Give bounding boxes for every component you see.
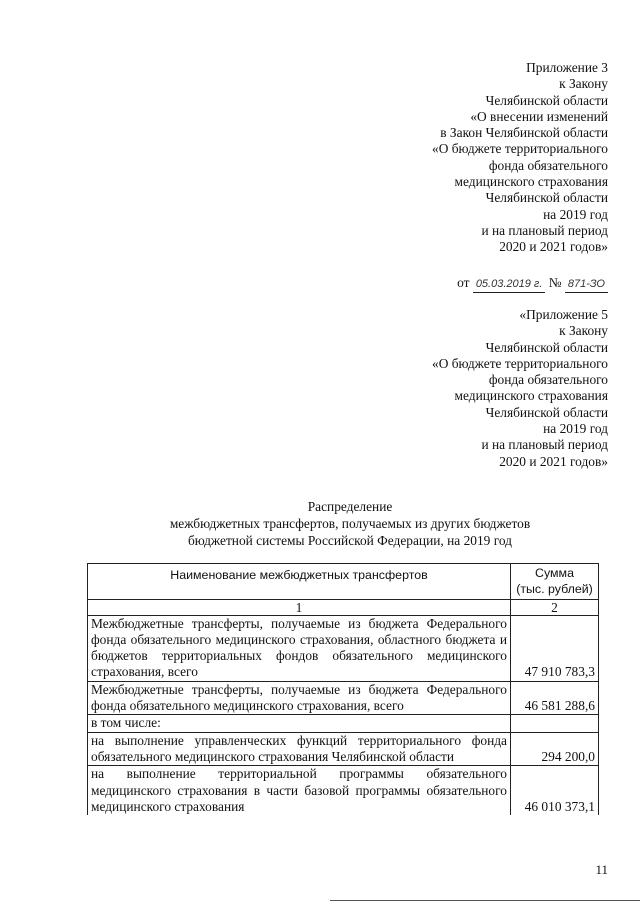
- appendix-3-line: и на плановый период: [481, 222, 608, 238]
- table-row: [88, 615, 599, 681]
- document-title: [90, 498, 610, 549]
- column-header-name: Наименование межбюджетных трансфертов: [88, 564, 511, 600]
- appendix-3-line: Челябинской области: [485, 92, 608, 108]
- appendix-5-line: Челябинской области: [485, 339, 608, 355]
- from-prefix: от: [457, 275, 470, 290]
- appendix-3-line: Приложение 3: [526, 60, 608, 75]
- row-name: в том числе:: [88, 715, 511, 732]
- appendix-3-line: к Закону: [559, 76, 608, 92]
- title-line: межбюджетных трансфертов, получаемых из других бюджетов: [169, 516, 531, 531]
- row-name: Межбюджетные трансферты, получаемые из бюджета Федерального фонда обязательного медицинского страхования, всего: [88, 681, 511, 715]
- row-name: на выполнение территориальной программы обязательного медицинского страхования в части базовой программы обязательного медицинского страхования: [88, 766, 511, 815]
- row-name: Межбюджетные трансферты, получаемые из бюджета Федерального фонда обязательного медицинского страхования, областного бюджета и бюджетов территориальных фондов обязательного медицинского страхования, всего: [88, 615, 511, 681]
- appendix-3-line: медицинского страхования: [454, 174, 608, 190]
- number-prefix: №: [548, 275, 562, 290]
- appendix-5-header: [432, 307, 608, 470]
- appendix-3-header: [432, 60, 608, 256]
- document-date: 05.03.2019 г.: [473, 276, 546, 293]
- row-sum: 46 581 288,6: [511, 681, 599, 715]
- appendix-5-line: медицинского страхования: [454, 388, 608, 404]
- appendix-3-line: в Закон Челябинской области: [440, 125, 608, 141]
- appendix-3-line: Челябинской области: [485, 190, 608, 206]
- table-row: [88, 715, 599, 732]
- column-number-1: 1: [88, 599, 511, 615]
- transfers-table: [87, 563, 599, 815]
- page-number: 11: [595, 862, 608, 877]
- appendix-3-line: на 2019 год: [543, 206, 608, 222]
- column-number-2: 2: [511, 599, 599, 615]
- appendix-3-line: 2020 и 2021 годов»: [499, 239, 608, 255]
- bottom-scan-line: [330, 900, 640, 901]
- appendix-5-line: на 2019 год: [543, 421, 608, 437]
- table-row: [88, 681, 599, 715]
- row-name: на выполнение управленческих функций территориального фонда обязательного медицинского страхования Челябинской области: [88, 732, 511, 766]
- appendix-3-line: фонда обязательного: [488, 157, 608, 173]
- title-line: Распределение: [307, 499, 393, 514]
- column-header-sum-line: Сумма: [535, 566, 574, 580]
- appendix-3-line: «О бюджете территориального: [432, 141, 608, 157]
- appendix-5-line: фонда обязательного: [488, 372, 608, 388]
- row-sum: 47 910 783,3: [511, 615, 599, 681]
- appendix-5-line: 2020 и 2021 годов»: [499, 453, 608, 469]
- table-header-row: [88, 564, 599, 600]
- table-row: [88, 766, 599, 815]
- appendix-5-line: «Приложение 5: [519, 307, 608, 322]
- appendix-5-line: и на плановый период: [481, 437, 608, 453]
- title-line: бюджетной системы Российской Федерации, на 2019 год: [187, 533, 512, 548]
- document-number: 871-ЗО: [565, 276, 608, 293]
- appendix-5-line: к Закону: [559, 323, 608, 339]
- column-number-row: [88, 599, 599, 615]
- row-sum: 46 010 373,1: [511, 766, 599, 815]
- column-header-sum: [511, 564, 599, 600]
- table-row: [88, 732, 599, 766]
- appendix-3-line: «О внесении изменений: [470, 108, 608, 124]
- appendix-5-line: Челябинской области: [485, 404, 608, 420]
- row-sum: [511, 715, 599, 732]
- document-reference: [457, 275, 608, 293]
- appendix-5-line: «О бюджете территориального: [432, 355, 608, 371]
- column-header-sum-unit: (тыс. рублей): [516, 582, 593, 597]
- row-sum: 294 200,0: [511, 732, 599, 766]
